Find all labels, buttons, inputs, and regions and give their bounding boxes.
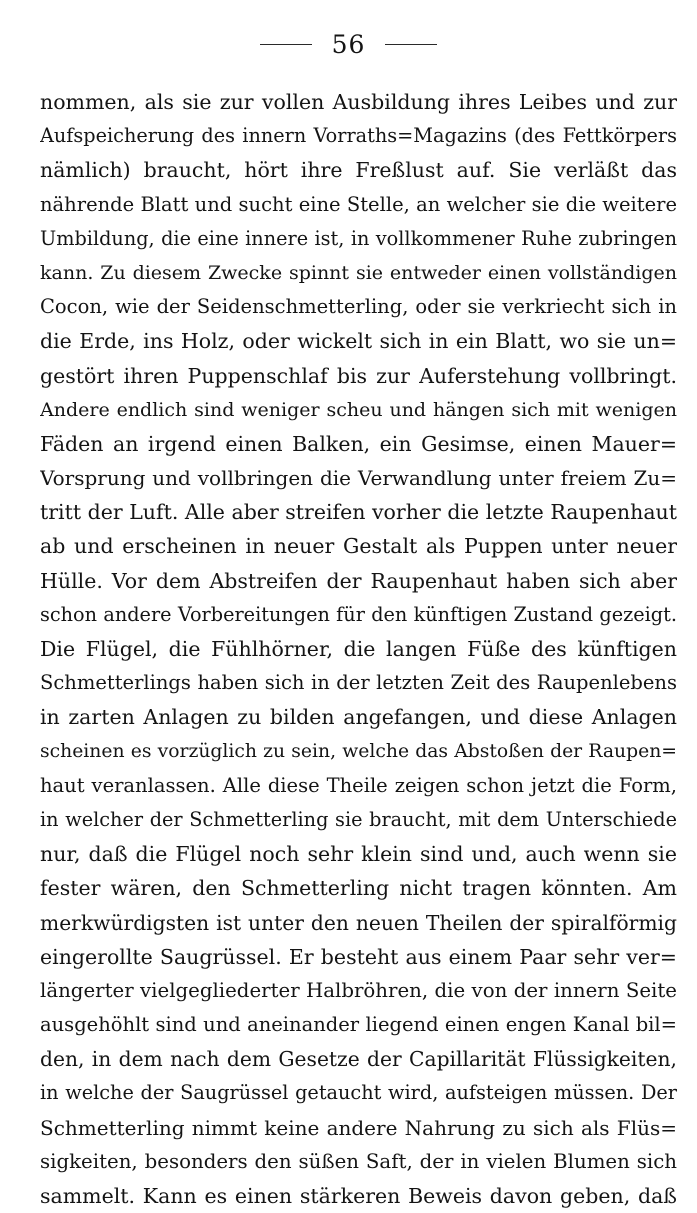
text-line: ausgehöhlt sind und aneinander liegend einen engen Kanal bil= bbox=[40, 1013, 677, 1037]
text-line: sammelt. Kann es einen stärkeren Beweis davon geben, daß bbox=[40, 1184, 677, 1208]
text-line: den, in dem nach dem Gesetze der Capillarität Flüssigkeiten, bbox=[40, 1047, 677, 1072]
text-line: in welcher der Schmetterling sie braucht, mit dem Unterschiede bbox=[40, 807, 677, 831]
text-line: Umbildung, die eine innere ist, in vollkommener Ruhe zubringen bbox=[40, 226, 677, 250]
text-line: Aufspeicherung des innern Vorraths=Magazins (des Fettkörpers bbox=[40, 124, 677, 148]
text-line: Andere endlich sind weniger scheu und hängen sich mit wenigen bbox=[40, 398, 677, 421]
text-line: Vorsprung und vollbringen die Verwandlung unter freiem Zu= bbox=[40, 466, 677, 491]
text-line: Fäden an irgend einen Balken, ein Gesimse, einen Mauer= bbox=[40, 431, 677, 456]
page-header bbox=[0, 24, 697, 64]
text-line: nommen, als sie zur vollen Ausbildung ihres Leibes und zur bbox=[40, 90, 677, 114]
text-line: Cocon, wie der Seidenschmetterling, oder sie verkriecht sich in bbox=[40, 295, 677, 319]
text-line: nur, daß die Flügel noch sehr klein sind und, auch wenn sie bbox=[40, 842, 677, 867]
text-line: Hülle. Vor dem Abstreifen der Raupenhaut haben sich aber bbox=[40, 568, 677, 593]
text-line: fester wären, den Schmetterling nicht tragen könnten. Am bbox=[40, 876, 677, 901]
text-line: längerter vielgegliederter Halbröhren, die von der innern Seite bbox=[40, 978, 677, 1002]
text-line: Schmetterling nimmt keine andere Nahrung zu sich als Flüs= bbox=[40, 1115, 677, 1140]
text-line: eingerollte Saugrüssel. Er besteht aus einem Paar sehr ver= bbox=[40, 944, 677, 969]
text-line: nährende Blatt und sucht eine Stelle, an welcher sie die weitere bbox=[40, 192, 677, 216]
text-line: scheinen es vorzüglich zu sein, welche das Abstoßen der Raupen= bbox=[40, 740, 677, 762]
text-line: nämlich) braucht, hört ihre Freßlust auf. Sie verläßt das bbox=[40, 158, 677, 183]
text-line: schon andere Vorbereitungen für den künftigen Zustand gezeigt. bbox=[40, 602, 677, 626]
text-line: ab und erscheinen in neuer Gestalt als Puppen unter neuer bbox=[40, 534, 677, 559]
text-line: gestört ihren Puppenschlaf bis zur Auferstehung vollbringt. bbox=[40, 363, 677, 388]
header-rule-right bbox=[385, 44, 437, 45]
text-line: die Erde, ins Holz, oder wickelt sich in ein Blatt, wo sie un= bbox=[40, 329, 677, 354]
text-line: in zarten Anlagen zu bilden angefangen, und diese Anlagen bbox=[40, 705, 677, 730]
text-line: kann. Zu diesem Zwecke spinnt sie entweder einen vollständigen bbox=[40, 261, 677, 284]
page-number: 56 bbox=[331, 29, 366, 59]
text-line: Schmetterlings haben sich in der letzten Zeit des Raupenlebens bbox=[40, 671, 677, 695]
text-line: haut veranlassen. Alle diese Theile zeigen schon jetzt die Form, bbox=[40, 773, 677, 797]
text-line: Die Flügel, die Fühlhörner, die langen Füße des künftigen bbox=[40, 637, 677, 661]
text-line: sigkeiten, besonders den süßen Saft, der in vielen Blumen sich bbox=[40, 1149, 677, 1173]
text-line: merkwürdigsten ist unter den neuen Theilen der spiralförmig bbox=[40, 910, 677, 935]
body-text bbox=[40, 85, 677, 1213]
text-line: tritt der Luft. Alle aber streifen vorher die letzte Raupenhaut bbox=[40, 500, 677, 525]
header-rule-left bbox=[260, 44, 312, 45]
text-line: in welche der Saugrüssel getaucht wird, aufsteigen müssen. Der bbox=[40, 1081, 677, 1105]
